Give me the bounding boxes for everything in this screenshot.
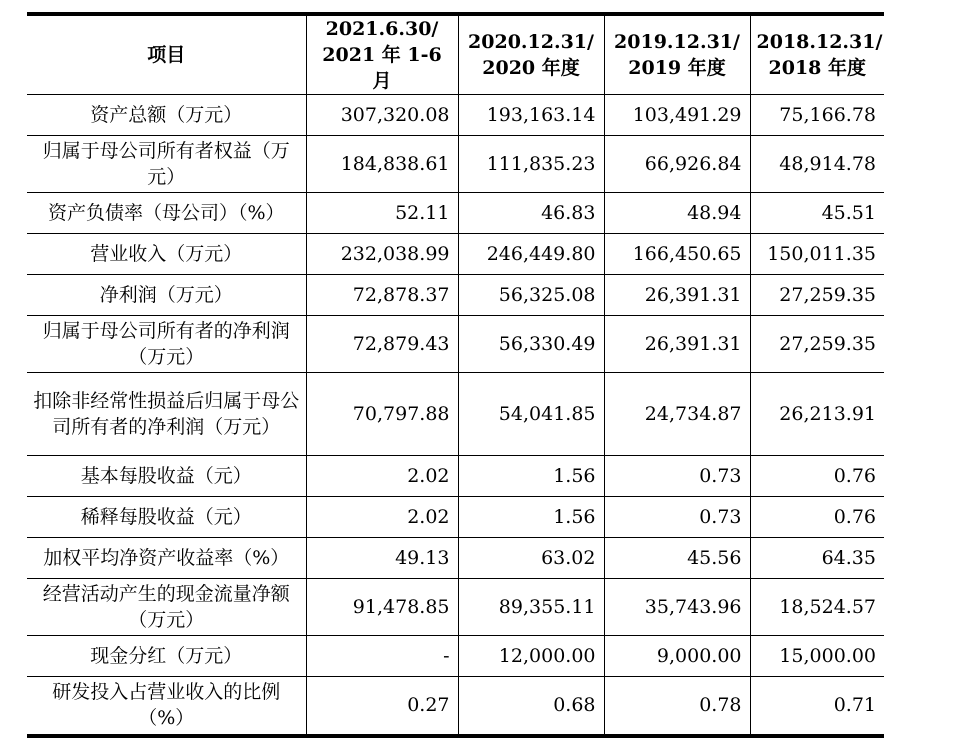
table-row: [27, 234, 884, 275]
financial-indicators-table: [27, 16, 884, 734]
cell-2018: 150,011.35: [750, 234, 884, 275]
table-row: [27, 373, 884, 456]
cell-2020: 56,330.49: [458, 316, 604, 373]
cell-2020: 89,355.11: [458, 579, 604, 636]
cell-2019: 35,743.96: [604, 579, 750, 636]
header-2021h1: 2021.6.30/ 2021 年 1-6 月: [306, 16, 458, 95]
row-label: 加权平均净资产收益率（%）: [27, 538, 306, 579]
header-2019: 2019.12.31/ 2019 年度: [604, 16, 750, 95]
cell-2021h1: 307,320.08: [306, 95, 458, 136]
cell-2018: 18,524.57: [750, 579, 884, 636]
cell-2019: 66,926.84: [604, 136, 750, 193]
header-2018: 2018.12.31/ 2018 年度: [750, 16, 884, 95]
cell-2019: 26,391.31: [604, 316, 750, 373]
table-row: [27, 275, 884, 316]
cell-2021h1: 184,838.61: [306, 136, 458, 193]
cell-2020: 63.02: [458, 538, 604, 579]
header-2020: 2020.12.31/ 2020 年度: [458, 16, 604, 95]
table-row: [27, 497, 884, 538]
cell-2020: 193,163.14: [458, 95, 604, 136]
row-label: 研发投入占营业收入的比例（%）: [27, 677, 306, 734]
table-row: [27, 456, 884, 497]
table-row: [27, 193, 884, 234]
financial-table-container: [27, 12, 884, 738]
header-item: 项目: [27, 16, 306, 95]
cell-2020: 246,449.80: [458, 234, 604, 275]
row-label: 现金分红（万元）: [27, 636, 306, 677]
cell-2020: 54,041.85: [458, 373, 604, 456]
cell-2019: 103,491.29: [604, 95, 750, 136]
cell-2019: 9,000.00: [604, 636, 750, 677]
header-row: [27, 16, 884, 95]
cell-2020: 111,835.23: [458, 136, 604, 193]
cell-2021h1: 232,038.99: [306, 234, 458, 275]
cell-2019: 24,734.87: [604, 373, 750, 456]
cell-2021h1: 2.02: [306, 497, 458, 538]
cell-2019: 45.56: [604, 538, 750, 579]
cell-2021h1: 0.27: [306, 677, 458, 734]
cell-2018: 45.51: [750, 193, 884, 234]
row-label: 稀释每股收益（元）: [27, 497, 306, 538]
cell-2021h1: 52.11: [306, 193, 458, 234]
row-label: 归属于母公司所有者权益（万元）: [27, 136, 306, 193]
cell-2018: 48,914.78: [750, 136, 884, 193]
cell-2021h1: 70,797.88: [306, 373, 458, 456]
cell-2019: 0.73: [604, 456, 750, 497]
row-label: 资产总额（万元）: [27, 95, 306, 136]
row-label: 扣除非经常性损益后归属于母公司所有者的净利润（万元）: [27, 373, 306, 456]
cell-2020: 1.56: [458, 456, 604, 497]
cell-2020: 0.68: [458, 677, 604, 734]
cell-2018: 64.35: [750, 538, 884, 579]
table-row: [27, 636, 884, 677]
row-label: 资产负债率（母公司）（%）: [27, 193, 306, 234]
cell-2019: 26,391.31: [604, 275, 750, 316]
cell-2018: 0.76: [750, 456, 884, 497]
cell-2020: 46.83: [458, 193, 604, 234]
cell-2021h1: 2.02: [306, 456, 458, 497]
cell-2020: 56,325.08: [458, 275, 604, 316]
cell-2020: 1.56: [458, 497, 604, 538]
cell-2018: 15,000.00: [750, 636, 884, 677]
cell-2018: 75,166.78: [750, 95, 884, 136]
row-label: 经营活动产生的现金流量净额（万元）: [27, 579, 306, 636]
cell-2021h1: 72,879.43: [306, 316, 458, 373]
cell-2019: 166,450.65: [604, 234, 750, 275]
table-row: [27, 538, 884, 579]
cell-2021h1: -: [306, 636, 458, 677]
row-label: 归属于母公司所有者的净利润（万元）: [27, 316, 306, 373]
cell-2021h1: 91,478.85: [306, 579, 458, 636]
cell-2020: 12,000.00: [458, 636, 604, 677]
cell-2018: 27,259.35: [750, 275, 884, 316]
cell-2018: 0.76: [750, 497, 884, 538]
cell-2018: 27,259.35: [750, 316, 884, 373]
table-row: [27, 316, 884, 373]
table-row: [27, 95, 884, 136]
row-label: 基本每股收益（元）: [27, 456, 306, 497]
cell-2018: 26,213.91: [750, 373, 884, 456]
cell-2018: 0.71: [750, 677, 884, 734]
table-row: [27, 136, 884, 193]
cell-2021h1: 72,878.37: [306, 275, 458, 316]
row-label: 净利润（万元）: [27, 275, 306, 316]
row-label: 营业收入（万元）: [27, 234, 306, 275]
table-bottom-rule: [27, 734, 884, 738]
cell-2019: 0.73: [604, 497, 750, 538]
table-row: [27, 579, 884, 636]
cell-2019: 48.94: [604, 193, 750, 234]
table-row: [27, 677, 884, 734]
cell-2021h1: 49.13: [306, 538, 458, 579]
cell-2019: 0.78: [604, 677, 750, 734]
